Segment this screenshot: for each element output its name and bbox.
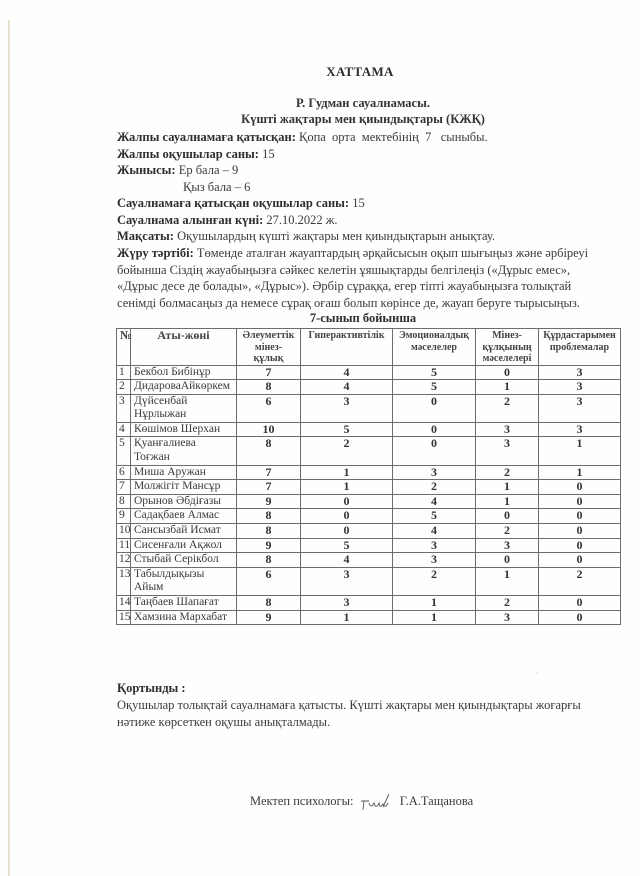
survey-name: Р. Гудман сауалнамасы. — [296, 96, 430, 110]
score-prosocial: 9 — [237, 494, 301, 509]
score-emotional: 3 — [393, 538, 476, 553]
page-edge-line — [8, 20, 10, 876]
signature-icon — [359, 793, 395, 811]
student-name: Көшімов Шерхан — [131, 422, 237, 437]
score-emotional: 3 — [393, 553, 476, 568]
score-conduct: 3 — [476, 422, 539, 437]
row-number: 5 — [117, 437, 131, 465]
score-hyperactivity: 5 — [301, 538, 393, 553]
score-peer: 3 — [539, 394, 621, 422]
row-number: 14 — [117, 596, 131, 611]
score-prosocial: 9 — [237, 538, 301, 553]
score-conduct: 0 — [476, 365, 539, 380]
student-name: Бекбол Бибінұр — [131, 365, 237, 380]
score-emotional: 0 — [393, 394, 476, 422]
header-emotional: Эмоционалдық мәселелер — [393, 329, 476, 366]
row-number: 3 — [117, 394, 131, 422]
score-hyperactivity: 4 — [301, 553, 393, 568]
header-number: № — [117, 329, 131, 366]
score-peer: 1 — [539, 465, 621, 480]
table-row — [117, 509, 621, 524]
table-row — [117, 567, 621, 595]
info-goal-label: Мақсаты: — [117, 229, 174, 243]
score-peer: 0 — [539, 480, 621, 495]
score-emotional: 2 — [393, 567, 476, 595]
info-date-label: Сауалнама алынған күні: — [117, 213, 264, 227]
table-row — [117, 553, 621, 568]
table-row — [117, 365, 621, 380]
table-row — [117, 596, 621, 611]
score-hyperactivity: 1 — [301, 610, 393, 625]
header-peer: Құрдастарымен проблемалар — [539, 329, 621, 366]
score-hyperactivity: 1 — [301, 480, 393, 495]
student-name: Миша Аружан — [131, 465, 237, 480]
row-number: 10 — [117, 524, 131, 539]
row-number: 1 — [117, 365, 131, 380]
info-date-value: 27.10.2022 ж. — [266, 213, 338, 227]
info-girls: Қыз бала – 6 — [183, 180, 251, 194]
score-conduct: 2 — [476, 524, 539, 539]
table-body — [117, 365, 621, 625]
info-surveyed-value: 15 — [352, 196, 365, 210]
conclusion-text: Оқушылар толықтай сауалнамаға қатысты. Күшті жақтары мен қиындықтары жоғарғы нәтиже көрсеткен оқушы анықталмады. — [117, 698, 581, 729]
info-procedure-value: Төменде аталған жауаптардың әрқайсысын оқып шығыңыз және әрбіреуі бойынша Сіздің жауабыңызға сәйкес келетін ұяшықтарды белгілеңіз («Дұрыс емес», «Дұрыс десе де болады», «Дұрыс»). Әрбір сұраққа, егер тіпті жауабыңызға толықтай сенімді болмасаңыз да немесе сұрақ оғаш болып көрінсе де, жауап беруге тырысыңыз. — [117, 246, 589, 310]
student-name: Дүйсенбай Нұрлыжан — [131, 394, 237, 422]
score-emotional: 0 — [393, 422, 476, 437]
info-boys: Ер бала – 9 — [178, 163, 239, 177]
score-peer: 1 — [539, 437, 621, 465]
score-emotional: 1 — [393, 610, 476, 625]
score-hyperactivity: 0 — [301, 524, 393, 539]
score-conduct: 3 — [476, 437, 539, 465]
score-hyperactivity: 3 — [301, 596, 393, 611]
score-peer: 2 — [539, 567, 621, 595]
survey-topic: Күшті жақтары мен қиындықтары (КЖҚ) — [241, 112, 485, 126]
signature-line — [250, 793, 473, 811]
score-prosocial: 7 — [237, 480, 301, 495]
row-number: 12 — [117, 553, 131, 568]
score-hyperactivity: 3 — [301, 394, 393, 422]
header-prosocial: Әлеуметтік мінез-құлық — [237, 329, 301, 366]
info-surveyed-label: Сауалнамаға қатысқан оқушылар саны: — [117, 196, 350, 210]
score-peer: 3 — [539, 365, 621, 380]
score-conduct: 1 — [476, 567, 539, 595]
score-peer: 0 — [539, 596, 621, 611]
info-goal — [117, 228, 495, 244]
score-prosocial: 8 — [237, 553, 301, 568]
score-conduct: 0 — [476, 509, 539, 524]
score-conduct: 3 — [476, 610, 539, 625]
student-name: Сансызбай Исмат — [131, 524, 237, 539]
info-participants — [117, 129, 488, 145]
score-conduct: 2 — [476, 596, 539, 611]
row-number: 8 — [117, 494, 131, 509]
score-peer: 0 — [539, 524, 621, 539]
info-gender-label: Жынысы: — [117, 163, 176, 177]
row-number: 7 — [117, 480, 131, 495]
score-emotional: 5 — [393, 365, 476, 380]
student-name: Хамзина Мархабат — [131, 610, 237, 625]
score-conduct: 1 — [476, 380, 539, 395]
table-row — [117, 538, 621, 553]
info-total — [117, 146, 275, 162]
score-prosocial: 9 — [237, 610, 301, 625]
scan-speck: ' — [118, 542, 120, 548]
score-hyperactivity: 5 — [301, 422, 393, 437]
score-hyperactivity: 4 — [301, 380, 393, 395]
scan-speck: › — [536, 670, 538, 676]
student-name: Қуанғалиева Тоғжан — [131, 437, 237, 465]
student-name: Садақбаев Алмас — [131, 509, 237, 524]
row-number: 4 — [117, 422, 131, 437]
student-name: Сисенғали Ақжол — [131, 538, 237, 553]
header-name: Аты-жөні — [131, 329, 237, 366]
score-prosocial: 8 — [237, 524, 301, 539]
info-date — [117, 212, 338, 228]
score-hyperactivity: 0 — [301, 494, 393, 509]
score-hyperactivity: 0 — [301, 509, 393, 524]
info-procedure-label: Жүру тәртібі: — [117, 246, 194, 260]
score-prosocial: 7 — [237, 465, 301, 480]
row-number: 9 — [117, 509, 131, 524]
score-emotional: 3 — [393, 465, 476, 480]
header-hyperactivity: Гиперактивтілік — [301, 329, 393, 366]
row-number: 2 — [117, 380, 131, 395]
row-number: 11 — [117, 538, 131, 553]
score-prosocial: 8 — [237, 596, 301, 611]
score-prosocial: 8 — [237, 509, 301, 524]
info-participants-value: Қопа орта мектебінің 7 сыныбы. — [298, 130, 488, 144]
score-hyperactivity: 2 — [301, 437, 393, 465]
table-row — [117, 380, 621, 395]
info-gender — [117, 162, 238, 178]
score-emotional: 2 — [393, 480, 476, 495]
score-emotional: 5 — [393, 509, 476, 524]
score-conduct: 0 — [476, 553, 539, 568]
score-conduct: 2 — [476, 394, 539, 422]
score-conduct: 2 — [476, 465, 539, 480]
results-table — [116, 328, 621, 625]
info-procedure — [117, 245, 597, 311]
table-header-row — [117, 329, 621, 366]
score-hyperactivity: 4 — [301, 365, 393, 380]
score-peer: 0 — [539, 553, 621, 568]
score-peer: 3 — [539, 380, 621, 395]
info-goal-value: Оқушылардың күшті жақтары мен қиындықтарын анықтау. — [177, 229, 496, 243]
signature-role: Мектеп психологы: — [250, 793, 354, 808]
student-name: Таңбаев Шапағат — [131, 596, 237, 611]
row-number: 13 — [117, 567, 131, 595]
score-hyperactivity: 3 — [301, 567, 393, 595]
score-conduct: 3 — [476, 538, 539, 553]
student-name: Молжігіт Мансұр — [131, 480, 237, 495]
score-prosocial: 10 — [237, 422, 301, 437]
score-prosocial: 8 — [237, 437, 301, 465]
table-caption: 7-сынып бойынша — [309, 311, 417, 325]
table-row — [117, 394, 621, 422]
score-emotional: 4 — [393, 524, 476, 539]
info-total-value: 15 — [262, 147, 275, 161]
document-title: ХАТТАМА — [326, 64, 394, 79]
info-participants-label: Жалпы сауалнамаға қатысқан: — [117, 130, 296, 144]
info-surveyed — [117, 195, 365, 211]
conclusion-heading: Қортынды : — [117, 681, 186, 695]
score-peer: 0 — [539, 509, 621, 524]
row-number: 15 — [117, 610, 131, 625]
score-emotional: 4 — [393, 494, 476, 509]
score-emotional: 5 — [393, 380, 476, 395]
score-emotional: 0 — [393, 437, 476, 465]
student-name: Табылдықызы Айым — [131, 567, 237, 595]
score-prosocial: 8 — [237, 380, 301, 395]
header-conduct: Мінез-құлқының мәселелері — [476, 329, 539, 366]
student-name: Стыбай Серікбол — [131, 553, 237, 568]
table-row — [117, 465, 621, 480]
table-row — [117, 437, 621, 465]
score-conduct: 1 — [476, 494, 539, 509]
table-row — [117, 524, 621, 539]
score-prosocial: 7 — [237, 365, 301, 380]
student-name: ДидароваАйкөркем — [131, 380, 237, 395]
table-row — [117, 480, 621, 495]
info-total-label: Жалпы оқушылар саны: — [117, 147, 259, 161]
score-peer: 0 — [539, 538, 621, 553]
table-row — [117, 422, 621, 437]
score-emotional: 1 — [393, 596, 476, 611]
score-hyperactivity: 1 — [301, 465, 393, 480]
score-prosocial: 6 — [237, 394, 301, 422]
table-row — [117, 610, 621, 625]
table-row — [117, 494, 621, 509]
score-prosocial: 6 — [237, 567, 301, 595]
student-name: Орынов Әбдіғазы — [131, 494, 237, 509]
score-peer: 0 — [539, 610, 621, 625]
score-peer: 0 — [539, 494, 621, 509]
score-peer: 3 — [539, 422, 621, 437]
row-number: 6 — [117, 465, 131, 480]
score-conduct: 1 — [476, 480, 539, 495]
signature-name: Г.А.Тащанова — [399, 793, 474, 808]
